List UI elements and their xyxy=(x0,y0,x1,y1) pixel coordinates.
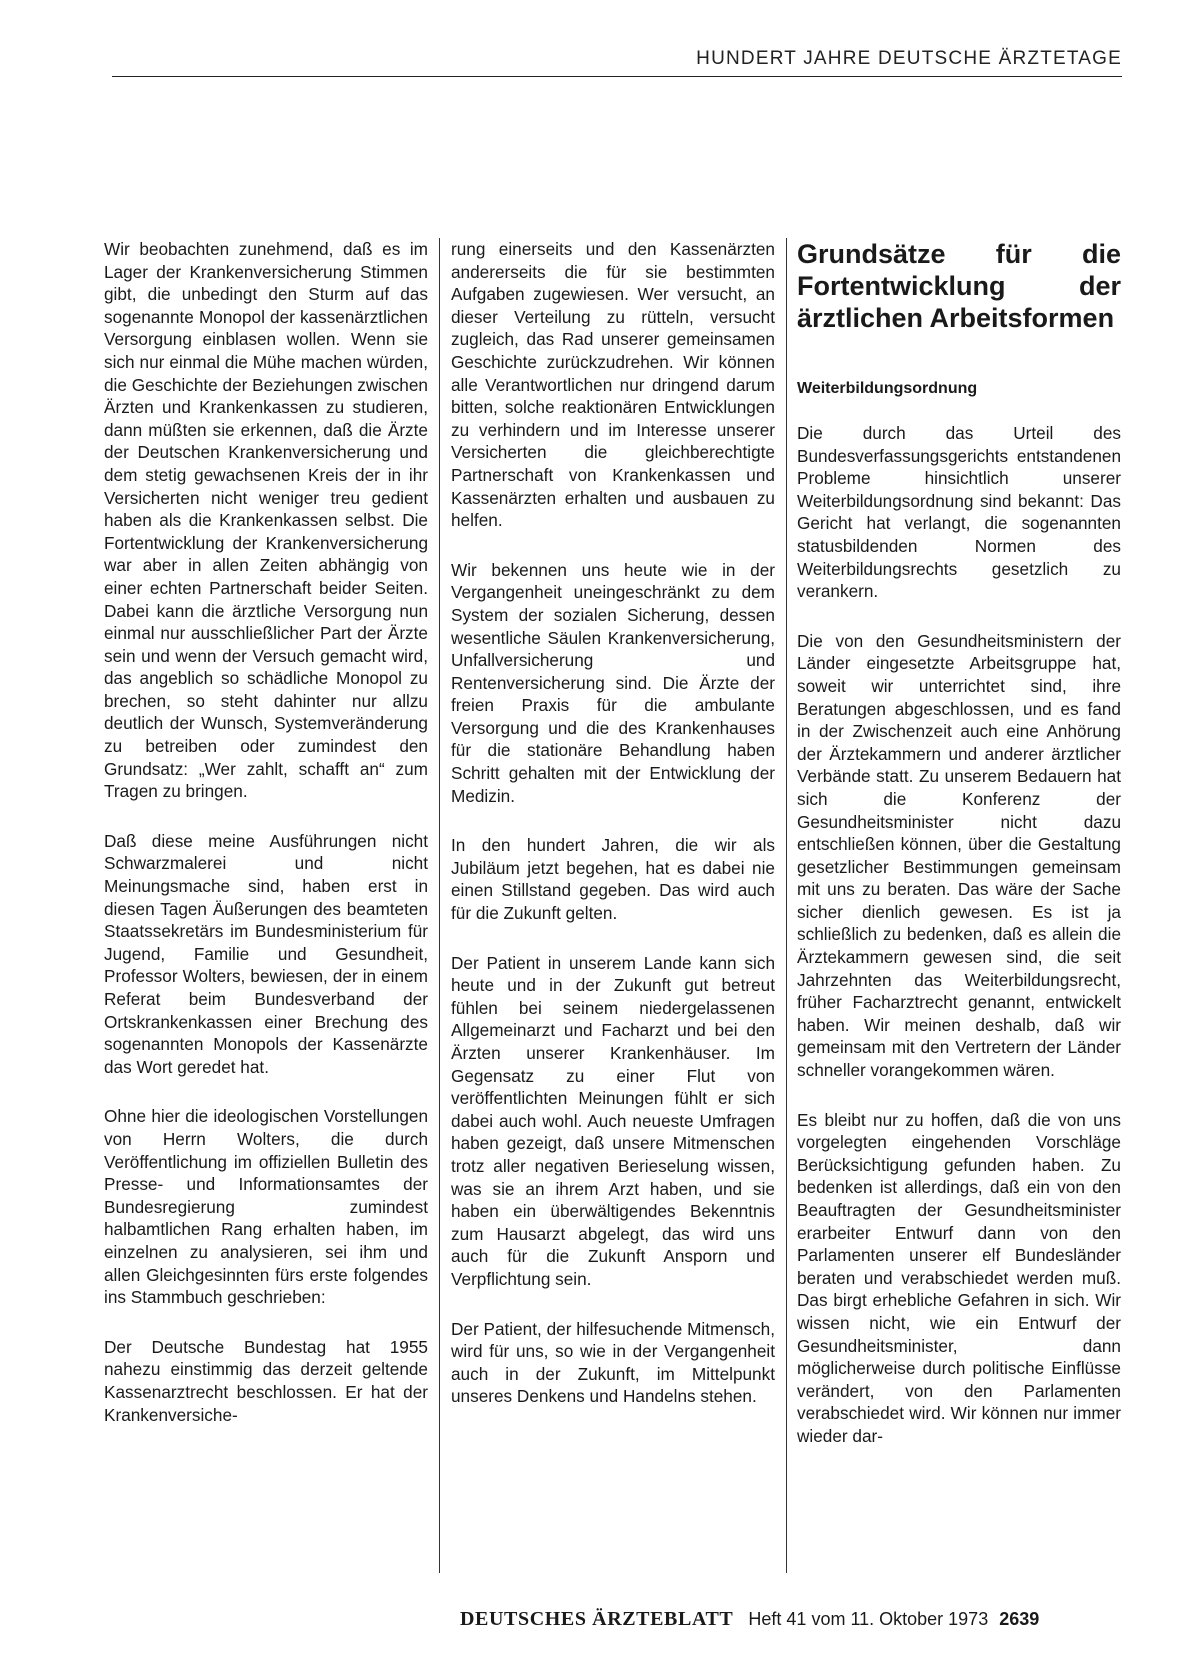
article-column-1 xyxy=(104,238,428,1453)
paragraph: Der Deutsche Bundestag hat 1955 nahezu einstimmig das derzeit geltende Kassenarztrecht beschlossen. Er hat der Krankenversiche- xyxy=(104,1336,428,1425)
paragraph: Wir beobachten zunehmend, daß es im Lager der Krankenversicherung Stimmen gibt, die unbedingt den Sturm auf das sogenannte Monopol der kassenärztlichen Versorgung einblasen wollen. Wenn sie sich nur einmal die Mühe machen würden, die Geschichte der Beziehungen zwischen Ärzten und Krankenkassen zu studieren, dann müßten sie erkennen, daß die Ärzte der Deutschen Krankenversicherung und dem stetig gewachsenen Kreis der in ihr Versicherten nicht weniger treu gedient haben als die Krankenkassen selbst. Die Fortentwicklung der Krankenversicherung war aber in allen Zeiten abhängig von einer echten Partnerschaft beider Seiten. Dabei kann die ärztliche Versorgung nun einmal nur ausschließlicher Part der Ärzte sein und wenn der Versuch gemacht wird, das angeblich so schädliche Monopol zu brechen, so steht dahinter nur allzu deutlich der Wunsch, Systemveränderung zu betreiben oder zumindest den Grundsatz: „Wer zahlt, schafft an“ zum Tragen zu bringen. xyxy=(104,239,428,802)
paragraph: Der Patient, der hilfesuchende Mitmensch, wird für uns, so wie in der Vergangenheit auch in der Zukunft, im Mittelpunkt unseres Denkens und Handelns stehen. xyxy=(451,1318,775,1407)
issue-info: Heft 41 vom 11. Oktober 1973 xyxy=(748,1609,989,1629)
paragraph: Wir bekennen uns heute wie in der Vergangenheit uneingeschränkt zu dem System der sozialen Sicherung, dessen wesentliche Säulen Krankenversicherung, Unfallversicherung und Rentenversicherung sind. Die Ärzte der freien Praxis für die ambulante Versorgung und die des Krankenhauses für die stationäre Behandlung haben Schritt gehalten mit der Entwicklung der Medizin. xyxy=(451,559,775,806)
running-header xyxy=(112,48,1122,77)
publication-name: DEUTSCHES ÄRZTEBLATT xyxy=(460,1608,734,1630)
paragraph: rung einerseits und den Kassenärzten andererseits die für sie bestimmten Aufgaben zugewiesen. Wer versucht, an dieser Verteilung zu rütteln, versucht zugleich, das Rad unserer gemeinsamen Geschichte zurückzudrehen. Wir können alle Verantwortlichen nur dringend darum bitten, solche reaktionären Entwicklungen zu verhindern und im Interesse unserer Versicherten die gleichberechtigte Partnerschaft von Krankenkassen und Kassenärzten erhalten und ausbauen zu helfen. xyxy=(451,239,775,531)
paragraph: Daß diese meine Ausführungen nicht Schwarzmalerei und nicht Meinungsmache sind, haben erst in diesen Tagen Äußerungen des beamteten Staatssekretärs im Bundesministerium für Jugend, Familie und Gesundheit, Professor Wolters, bewiesen, der in einem Referat beim Bundesverband der Ortskrankenkassen einer Brechung des sogenannten Monopols der Kassenärzte das Wort geredet hat. xyxy=(104,830,428,1077)
running-title: HUNDERT JAHRE DEUTSCHE ÄRZTETAGE xyxy=(696,48,1122,69)
page-footer xyxy=(460,1608,1039,1631)
paragraph: Ohne hier die ideologischen Vorstellungen von Herrn Wolters, die durch Veröffentlichung im offiziellen Bulletin des Presse- und Informationsamtes der Bundesregierung zumindest halbamtlichen Rang erhalten haben, im einzelnen zu analysieren, sei ihm und allen Gleichgesinnten fürs erste folgendes ins Stammbuch geschrieben: xyxy=(104,1106,428,1308)
paragraph: Die durch das Urteil des Bundesverfassungsgerichts entstandenen Probleme hinsichtlich unserer Weiterbildungsordnung sind bekannt: Das Gericht hat verlangt, die sogenannten statusbildenden Normen des Weiterbildungsrechts gesetzlich zu verankern. xyxy=(797,423,1121,602)
paragraph: Die von den Gesundheitsministern der Länder eingesetzte Arbeitsgruppe hat, soweit wir unterrichtet sind, ihre Beratungen abgeschlossen, und es fand in der Zwischenzeit auch eine Anhörung der Ärztekammern und anderer ärztlicher Verbände statt. Zu unserem Bedauern hat sich die Konferenz der Gesundheitsminister nicht dazu entschließen können, über die Gestaltung gesetzlicher Bestimmungen gemeinsam mit uns zu beraten. Das wäre der Sache sicher dienlich gewesen. Es ist ja schließlich zu bedenken, daß es allein die Ärztekammern gewesen sind, die seit Jahrzehnten das Weiterbildungsrecht, früher Facharztrecht genannt, entwickelt haben. Wir meinen deshalb, daß wir gemeinsam mit den Vertretern der Länder schneller vorangekommen wären. xyxy=(797,630,1121,1081)
article-column-2 xyxy=(451,238,775,1435)
page-number: 2639 xyxy=(999,1609,1040,1629)
article-column-3 xyxy=(797,238,1121,1475)
column-divider xyxy=(786,238,787,1573)
column-divider xyxy=(439,238,440,1573)
section-subheading: Weiterbildungsordnung xyxy=(797,380,978,397)
paragraph: Es bleibt nur zu hoffen, daß die von uns vorgelegten eingehenden Vorschläge Berücksichtigung gefunden haben. Zu bedenken ist allerdings, daß ein von den Beauftragten der Gesundheitsminister erarbeiter Entwurf dann von den Parlamenten unserer elf Bundesländer beraten und verabschiedet werden muß. Das birgt erhebliche Gefahren in sich. Wir wissen nicht, wie ein Entwurf der Gesundheitsminister, dann möglicherweise durch politische Einflüsse verändert, von den Parlamenten verabschiedet wird. Wir können nur immer wieder dar- xyxy=(797,1109,1121,1446)
section-title: Grundsätze für die Fortentwicklung der ärztlichen Arbeitsformen xyxy=(797,239,1121,333)
paragraph: In den hundert Jahren, die wir als Jubiläum jetzt begehen, hat es dabei nie einen Stillstand gegeben. Das wird auch für die Zukunft gelten. xyxy=(451,835,775,924)
paragraph: Der Patient in unserem Lande kann sich heute und in der Zukunft gut betreut fühlen bei seinem niedergelassenen Allgemeinarzt und Facharzt und bei den Ärzten unserer Krankenhäuser. Im Gegensatz zu einer Flut von veröffentlichten Meinungen fühlt er sich dabei auch wohl. Auch neueste Umfragen haben gezeigt, daß unsere Mitmenschen trotz aller negativen Berieselung wissen, was sie an ihrem Arzt haben, und sie haben ein überwältigendes Bekenntnis zum Hausarzt abgelegt, das wird uns auch für die Zukunft Ansporn und Verpflichtung sein. xyxy=(451,952,775,1289)
